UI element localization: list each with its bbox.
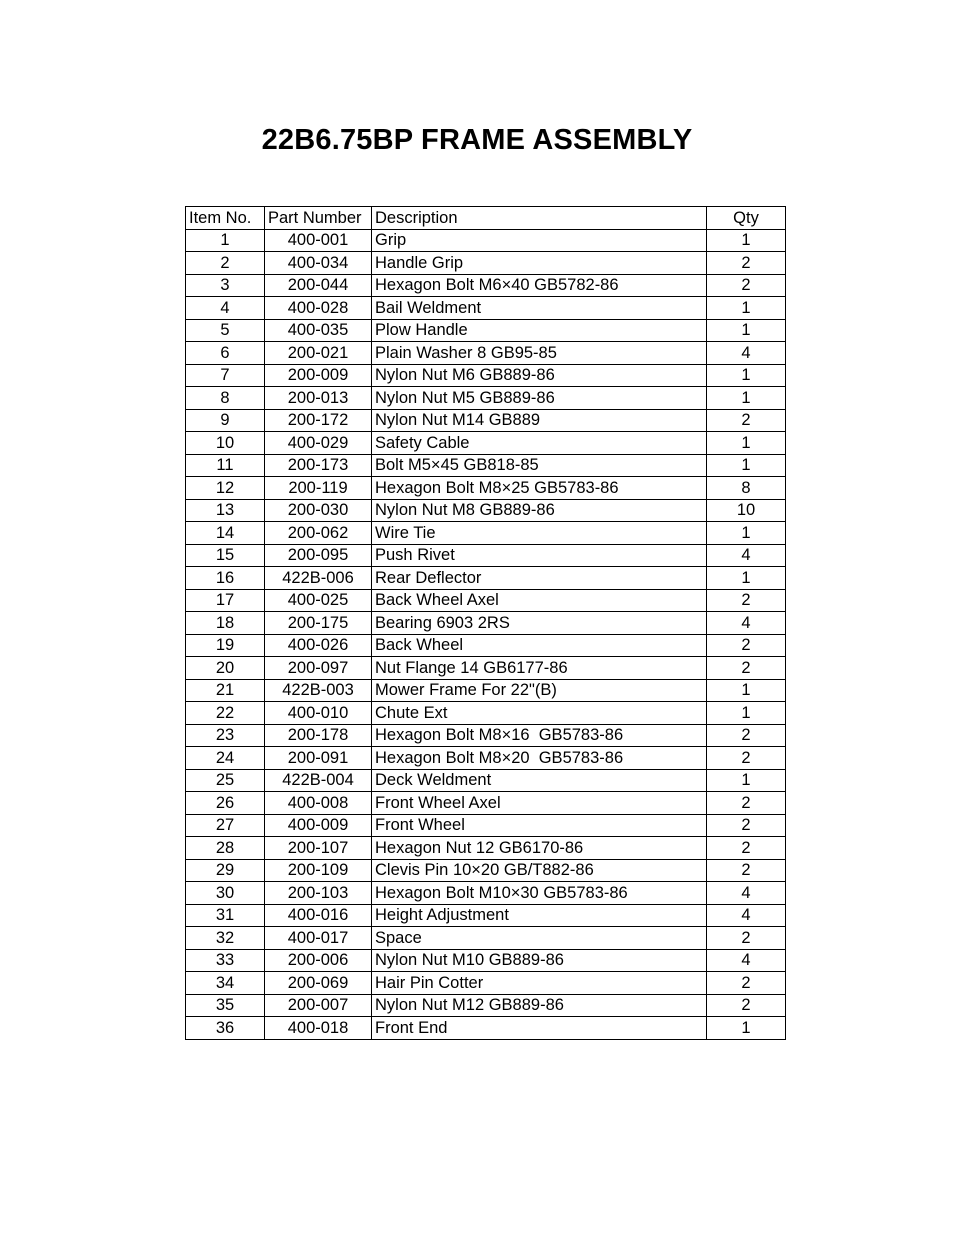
cell-item-no: 32 [186,927,265,950]
cell-item-no: 15 [186,544,265,567]
cell-part-number: 400-017 [265,927,372,950]
cell-qty: 2 [707,814,786,837]
table-row [186,477,786,500]
cell-description: Mower Frame For 22"(B) [372,679,707,702]
cell-description: Back Wheel [372,634,707,657]
table-row [186,387,786,410]
cell-item-no: 9 [186,409,265,432]
cell-description: Nylon Nut M12 GB889-86 [372,994,707,1017]
cell-part-number: 400-018 [265,1017,372,1040]
cell-part-number: 400-025 [265,589,372,612]
cell-part-number: 200-021 [265,342,372,365]
table-row [186,724,786,747]
cell-qty: 2 [707,994,786,1017]
cell-description: Nylon Nut M10 GB889-86 [372,949,707,972]
cell-description: Plow Handle [372,319,707,342]
table-row [186,454,786,477]
cell-part-number: 200-097 [265,657,372,680]
cell-item-no: 22 [186,702,265,725]
cell-qty: 2 [707,747,786,770]
cell-qty: 1 [707,1017,786,1040]
cell-description: Back Wheel Axel [372,589,707,612]
cell-part-number: 200-013 [265,387,372,410]
cell-part-number: 200-062 [265,522,372,545]
cell-item-no: 33 [186,949,265,972]
table-row [186,949,786,972]
cell-qty: 4 [707,904,786,927]
cell-item-no: 7 [186,364,265,387]
table-row [186,747,786,770]
cell-description: Wire Tie [372,522,707,545]
cell-qty: 1 [707,679,786,702]
cell-qty: 10 [707,499,786,522]
table-row [186,927,786,950]
table-row [186,679,786,702]
cell-description: Front Wheel Axel [372,792,707,815]
cell-description: Nylon Nut M6 GB889-86 [372,364,707,387]
cell-part-number: 400-001 [265,229,372,252]
cell-qty: 1 [707,522,786,545]
cell-description: Hexagon Bolt M10×30 GB5783-86 [372,882,707,905]
table-row [186,792,786,815]
cell-qty: 2 [707,972,786,995]
cell-item-no: 24 [186,747,265,770]
cell-part-number: 200-109 [265,859,372,882]
cell-item-no: 35 [186,994,265,1017]
cell-description: Hexagon Bolt M8×16 GB5783-86 [372,724,707,747]
cell-qty: 8 [707,477,786,500]
cell-description: Nut Flange 14 GB6177-86 [372,657,707,680]
table-row [186,567,786,590]
cell-item-no: 27 [186,814,265,837]
table-row [186,837,786,860]
cell-item-no: 1 [186,229,265,252]
cell-part-number: 400-034 [265,252,372,275]
parts-table [185,206,786,1040]
cell-qty: 2 [707,927,786,950]
cell-qty: 2 [707,837,786,860]
cell-item-no: 25 [186,769,265,792]
cell-item-no: 19 [186,634,265,657]
cell-qty: 2 [707,252,786,275]
cell-item-no: 30 [186,882,265,905]
cell-qty: 2 [707,589,786,612]
header-part-number: Part Number [265,207,372,230]
table-row [186,544,786,567]
cell-description: Front End [372,1017,707,1040]
table-row [186,589,786,612]
cell-description: Safety Cable [372,432,707,455]
cell-description: Push Rivet [372,544,707,567]
cell-item-no: 20 [186,657,265,680]
table-row [186,859,786,882]
cell-description: Handle Grip [372,252,707,275]
cell-description: Space [372,927,707,950]
table-row [186,274,786,297]
cell-qty: 1 [707,454,786,477]
cell-item-no: 36 [186,1017,265,1040]
cell-qty: 4 [707,342,786,365]
parts-table-body [186,229,786,1039]
cell-item-no: 29 [186,859,265,882]
cell-qty: 2 [707,274,786,297]
table-row [186,342,786,365]
cell-description: Nylon Nut M8 GB889-86 [372,499,707,522]
cell-part-number: 400-035 [265,319,372,342]
cell-qty: 2 [707,792,786,815]
cell-part-number: 200-007 [265,994,372,1017]
table-row [186,319,786,342]
cell-qty: 1 [707,297,786,320]
cell-description: Clevis Pin 10×20 GB/T882-86 [372,859,707,882]
cell-description: Height Adjustment [372,904,707,927]
cell-qty: 1 [707,364,786,387]
table-row [186,499,786,522]
table-row [186,972,786,995]
cell-part-number: 400-028 [265,297,372,320]
cell-description: Hexagon Bolt M6×40 GB5782-86 [372,274,707,297]
cell-description: Bolt M5×45 GB818-85 [372,454,707,477]
cell-item-no: 23 [186,724,265,747]
cell-description: Bail Weldment [372,297,707,320]
cell-part-number: 200-103 [265,882,372,905]
cell-part-number: 200-095 [265,544,372,567]
cell-description: Grip [372,229,707,252]
cell-qty: 1 [707,567,786,590]
cell-item-no: 3 [186,274,265,297]
cell-description: Nylon Nut M14 GB889 [372,409,707,432]
cell-qty: 4 [707,612,786,635]
cell-qty: 2 [707,409,786,432]
cell-item-no: 10 [186,432,265,455]
cell-qty: 2 [707,859,786,882]
cell-qty: 1 [707,387,786,410]
cell-part-number: 200-091 [265,747,372,770]
cell-part-number: 200-178 [265,724,372,747]
header-item-no: Item No. [186,207,265,230]
table-row [186,814,786,837]
cell-qty: 1 [707,769,786,792]
cell-item-no: 6 [186,342,265,365]
cell-item-no: 34 [186,972,265,995]
cell-qty: 1 [707,432,786,455]
table-row [186,252,786,275]
cell-description: Hexagon Bolt M8×25 GB5783-86 [372,477,707,500]
cell-part-number: 200-119 [265,477,372,500]
cell-part-number: 200-069 [265,972,372,995]
cell-item-no: 17 [186,589,265,612]
table-row [186,769,786,792]
cell-qty: 4 [707,949,786,972]
cell-description: Nylon Nut M5 GB889-86 [372,387,707,410]
table-row [186,882,786,905]
cell-item-no: 16 [186,567,265,590]
cell-part-number: 400-016 [265,904,372,927]
cell-part-number: 200-044 [265,274,372,297]
cell-item-no: 28 [186,837,265,860]
cell-description: Front Wheel [372,814,707,837]
cell-item-no: 12 [186,477,265,500]
cell-description: Plain Washer 8 GB95-85 [372,342,707,365]
table-row [186,364,786,387]
cell-part-number: 200-175 [265,612,372,635]
cell-description: Hexagon Nut 12 GB6170-86 [372,837,707,860]
cell-part-number: 400-026 [265,634,372,657]
table-row [186,409,786,432]
header-description: Description [372,207,707,230]
cell-item-no: 8 [186,387,265,410]
cell-qty: 1 [707,229,786,252]
cell-item-no: 4 [186,297,265,320]
cell-item-no: 11 [186,454,265,477]
cell-description: Hexagon Bolt M8×20 GB5783-86 [372,747,707,770]
table-row [186,432,786,455]
cell-part-number: 400-010 [265,702,372,725]
table-row [186,229,786,252]
cell-qty: 4 [707,544,786,567]
cell-item-no: 21 [186,679,265,702]
cell-description: Deck Weldment [372,769,707,792]
cell-item-no: 5 [186,319,265,342]
cell-part-number: 422B-006 [265,567,372,590]
cell-qty: 2 [707,657,786,680]
cell-part-number: 200-107 [265,837,372,860]
cell-qty: 4 [707,882,786,905]
cell-item-no: 14 [186,522,265,545]
cell-description: Chute Ext [372,702,707,725]
cell-item-no: 2 [186,252,265,275]
cell-part-number: 422B-003 [265,679,372,702]
cell-description: Hair Pin Cotter [372,972,707,995]
cell-part-number: 200-006 [265,949,372,972]
cell-part-number: 400-009 [265,814,372,837]
table-row [186,904,786,927]
cell-item-no: 13 [186,499,265,522]
table-header-row [186,207,786,230]
cell-qty: 2 [707,634,786,657]
cell-part-number: 200-030 [265,499,372,522]
page-title: 22B6.75BP FRAME ASSEMBLY [261,124,693,156]
cell-part-number: 200-009 [265,364,372,387]
cell-qty: 1 [707,702,786,725]
table-row [186,612,786,635]
cell-description: Bearing 6903 2RS [372,612,707,635]
cell-qty: 2 [707,724,786,747]
cell-part-number: 422B-004 [265,769,372,792]
table-row [186,702,786,725]
header-qty: Qty [707,207,786,230]
cell-qty: 1 [707,319,786,342]
table-row [186,522,786,545]
cell-part-number: 200-173 [265,454,372,477]
cell-part-number: 200-172 [265,409,372,432]
cell-item-no: 31 [186,904,265,927]
cell-item-no: 26 [186,792,265,815]
cell-part-number: 400-029 [265,432,372,455]
table-row [186,634,786,657]
cell-item-no: 18 [186,612,265,635]
table-row [186,994,786,1017]
cell-description: Rear Deflector [372,567,707,590]
cell-part-number: 400-008 [265,792,372,815]
table-row [186,1017,786,1040]
table-row [186,297,786,320]
table-row [186,657,786,680]
